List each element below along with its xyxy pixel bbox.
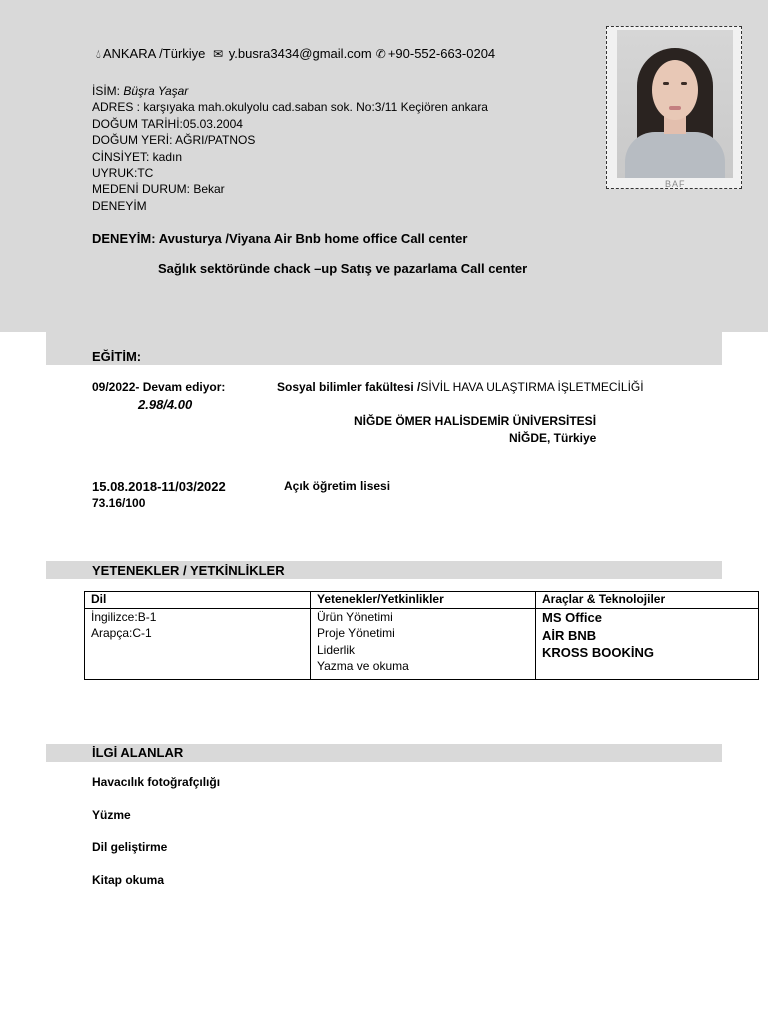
education-heading: EĞİTİM: (46, 332, 722, 365)
email-link[interactable]: y.busra3434@gmail.com (228, 46, 372, 61)
competency-item: Ürün Yönetimi (317, 610, 393, 624)
skills-header-row (85, 592, 759, 609)
interest-item: Kitap okuma (92, 873, 165, 887)
contact-line (96, 46, 499, 62)
name-label: İSİM: (92, 84, 121, 98)
profile-photo (617, 30, 733, 178)
interest-item: Dil geliştirme (92, 840, 168, 854)
experience-label: DENEYİM (92, 198, 147, 213)
edu1-city: NİĞDE, Türkiye (509, 431, 597, 445)
languages-cell (85, 609, 311, 680)
marital-row: MEDENİ DURUM: Bekar (92, 182, 225, 197)
edu1-gpa: 2.98/4.00 (138, 397, 193, 412)
tool-item: AİR BNB (542, 627, 597, 643)
gender-row: CİNSİYET: kadın (92, 149, 183, 164)
skills-col-header: Dil (85, 592, 311, 609)
drop-icon: 💧︎ (96, 47, 101, 61)
experience-line-1: DENEYİM: Avusturya /Viyana Air Bnb home office Call center (92, 231, 468, 246)
interests-heading: İLGİ ALANLAR (46, 744, 722, 762)
competency-item: Proje Yönetimi (317, 626, 395, 641)
language-item: Arapça:C-1 (91, 626, 152, 641)
edu1-department: SİVİL HAVA ULAŞTIRMA İŞLETMECİLİĞİ (420, 380, 644, 394)
name-value: Büşra Yaşar (123, 84, 189, 98)
skills-col-header: Yetenekler/Yetkinlikler (311, 592, 536, 609)
interest-item: Yüzme (92, 808, 131, 822)
name-row (92, 83, 488, 99)
edu1-program (277, 380, 644, 394)
competency-item: Yazma ve okuma (317, 659, 409, 674)
address-row: ADRES : karşıyaka mah.okulyolu cad.saban sok. No:3/11 Keçiören ankara (92, 100, 488, 115)
competencies-cell (311, 609, 536, 680)
profile-photo-frame (606, 26, 742, 189)
edu1-faculty: Sosyal bilimler fakültesi / (277, 380, 421, 394)
skills-table (84, 591, 759, 680)
language-item: İngilizce:B-1 (91, 610, 157, 624)
birth-date-row: DOĞUM TARİHİ:05.03.2004 (92, 116, 243, 131)
phone-icon: ✆ (375, 47, 386, 61)
edu1-university: NİĞDE ÖMER HALİSDEMİR ÜNİVERSİTESİ (354, 414, 597, 428)
competency-item: Liderlik (317, 642, 356, 657)
phone-text: +90-552-663-0204 (387, 46, 496, 61)
tool-item: KROSS BOOKİNG (542, 645, 654, 660)
edu2-dates: 15.08.2018-11/03/2022 (92, 479, 226, 494)
birth-place-row: DOĞUM YERİ: AĞRI/PATNOS (92, 133, 256, 148)
personal-info (92, 83, 488, 214)
photo-caption: BAF (665, 179, 686, 189)
nationality-row: UYRUK:TC (92, 166, 154, 181)
edu2-school: Açık öğretim lisesi (284, 479, 391, 493)
envelope-icon: ✉ (213, 47, 224, 61)
skills-col-header: Araçlar & Teknolojiler (536, 592, 759, 609)
tools-cell (536, 609, 759, 680)
edu1-dates: 09/2022- Devam ediyor: (92, 380, 226, 394)
tool-item: MS Office (542, 610, 602, 625)
experience-line-2: Sağlık sektöründe chack –up Satış ve pazarlama Call center (158, 261, 528, 276)
interest-item: Havacılık fotoğrafçılığı (92, 775, 221, 789)
skills-body-row (85, 609, 759, 680)
edu2-score: 73.16/100 (92, 496, 146, 510)
skills-heading: YETENEKLER / YETKİNLİKLER (46, 561, 722, 579)
location-text: ANKARA /Türkiye (102, 46, 206, 61)
